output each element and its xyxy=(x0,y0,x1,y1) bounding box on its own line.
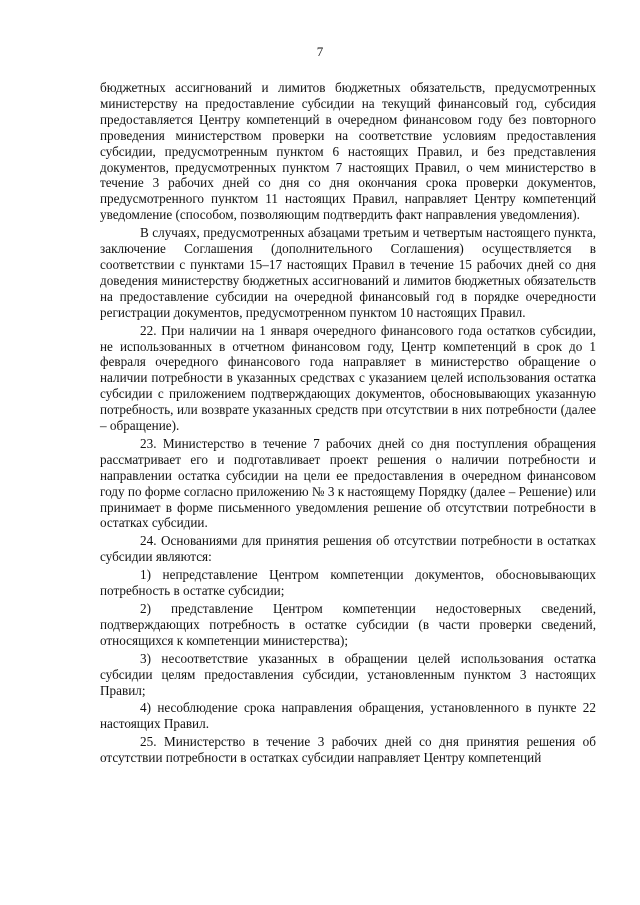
page-number: 7 xyxy=(316,44,324,59)
list-item-1: 1) непредставление Центром компетенции документов, обосновывающих потребность в остатке субсидии; xyxy=(100,567,596,599)
list-item-3: 3) несоответствие указанных в обращении целей использования остатка субсидии целям предоставления субсидии, установленным пунктом 3 настоящих Правил; xyxy=(100,650,596,698)
paragraph-item-25: 25. Министерство в течение 3 рабочих дней со дня принятия решения об отсутствии потребности в остатках субсидии направляет Центру компетенций xyxy=(100,734,596,766)
document-body xyxy=(100,80,596,766)
paragraph-item-23: 23. Министерство в течение 7 рабочих дней со дня поступления обращения рассматривает его и подготавливает проект решения о наличии потребности и направлении остатка субсидии на цели ее предоставления в очередном финансовом году по форме согласно приложению № 3 к настоящему Порядку (далее – Решение) или принимает в форме письменного уведомления решение об отсутствии потребности в остатках субсидии. xyxy=(100,435,596,531)
paragraph-item-22: 22. При наличии на 1 января очередного финансового года остатков субсидии, не использованных в отчетном финансовом году, Центр компетенций в срок до 1 февраля очередного финансового года направляет в министерство обращение о наличии потребности в указанных средствах с указанием целей использования остатка субсидии с приложением подтверждающих документов, обосновывающих указанную потребность, или возврате указанных средств при отсутствии в них потребности (далее – обращение). xyxy=(100,322,596,434)
paragraph-item-24: 24. Основаниями для принятия решения об отсутствии потребности в остатках субсидии являются: xyxy=(100,533,596,565)
list-item-4: 4) несоблюдение срока направления обращения, установленного в пункте 22 настоящих Правил. xyxy=(100,700,596,732)
list-item-2: 2) представление Центром компетенции недостоверных сведений, подтверждающих потребность в остатке субсидии (в части проверки сведений, относящихся к компетенции министерства); xyxy=(100,601,596,648)
paragraph-continuation: бюджетных ассигнований и лимитов бюджетных обязательств, предусмотренных министерству на предоставление субсидии на текущий финансовый год, субсидия предоставляется Центру компетенций в очередном финансовом году без повторного проведения министерством проверки на соответствие условиям предоставления субсидии, предусмотренным пунктом 6 настоящих Правил, и без представления документов, предусмотренных пунктом 7 настоящих Правил, о чем министерство в течение 3 рабочих дней со дня со дня окончания срока проверки документов, предусмотренного пунктом 11 настоящих Правил, направляет Центру компетенций уведомление (способом, позволяющим подтвердить факт направления уведомления). xyxy=(100,80,596,223)
paragraph-agreement-cases: В случаях, предусмотренных абзацами третьим и четвертым настоящего пункта, заключение Соглашения (дополнительного Соглашения) осуществляется в соответствии с пунктами 15–17 настоящих Правил в течение 15 рабочих дней со дня доведения министерству бюджетных ассигнований и лимитов бюджетных обязательств на предоставление субсидии на очередной финансовый год в порядке очередности регистрации документов, предусмотренном пунктом 10 настоящих Правил. xyxy=(100,225,596,320)
